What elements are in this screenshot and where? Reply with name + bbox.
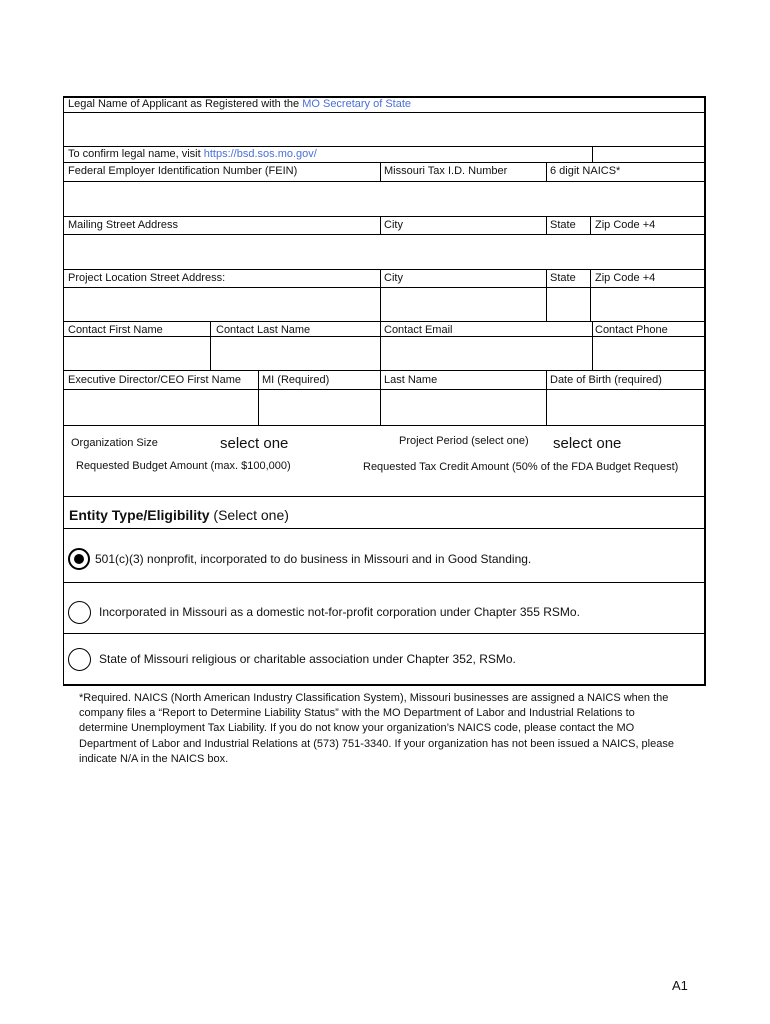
divider xyxy=(63,496,706,497)
naics-label: 6 digit NAICS* xyxy=(550,165,621,177)
contact-first-input[interactable] xyxy=(65,338,209,369)
divider xyxy=(258,370,259,425)
naics-footnote: *Required. NAICS (North American Industry Classification System), Missouri businesses are assigned a NAICS when the company files a “Report to Determine Liability Status” with the MO Department of Labor and Industrial Relations to determine Unemployment Tax Liability. If you do not know your organization’s NAICS code, please contact the MO Department of Labor and Industrial Relations at (573) 751-3340. If your organization has not been issued a NAICS, please indicate N/A in the NAICS box. xyxy=(79,692,674,765)
contact-phone-input[interactable] xyxy=(594,338,703,369)
project-city-input[interactable] xyxy=(382,289,544,320)
tax-credit-label: Requested Tax Credit Amount (50% of the FDA Budget Request) xyxy=(363,461,679,473)
sos-link[interactable]: MO Secretary of State xyxy=(302,98,412,110)
mailing-address-input[interactable] xyxy=(65,236,703,268)
entity-option-chapter355-label: Incorporated in Missouri as a domestic not-for-profit corporation under Chapter 355 RSMo. xyxy=(99,605,580,619)
fein-label: Federal Employer Identification Number (FEIN) xyxy=(68,165,298,177)
divider xyxy=(210,321,211,370)
divider xyxy=(592,321,593,370)
divider xyxy=(546,269,547,321)
form-right-border xyxy=(704,96,706,686)
entity-option-chapter355-radio[interactable] xyxy=(68,601,91,624)
project-zip-label: Zip Code +4 xyxy=(595,272,656,284)
exec-dob-input[interactable] xyxy=(548,391,703,424)
divider xyxy=(63,321,706,322)
divider xyxy=(63,528,706,529)
divider xyxy=(63,389,706,390)
form-bottom-border xyxy=(63,684,706,686)
contact-email-input[interactable] xyxy=(382,338,591,369)
divider xyxy=(546,370,547,425)
project-street-input[interactable] xyxy=(65,289,378,320)
divider xyxy=(63,633,706,634)
divider xyxy=(63,370,706,371)
divider xyxy=(380,162,381,181)
contact-first-label: Contact First Name xyxy=(68,324,163,336)
naics-input[interactable] xyxy=(548,183,703,215)
divider xyxy=(63,269,706,270)
exec-mi-input[interactable] xyxy=(260,391,379,424)
divider xyxy=(592,146,593,162)
divider xyxy=(63,216,706,217)
divider xyxy=(380,216,381,234)
entity-section-title: Entity Type/Eligibility (Select one) xyxy=(69,507,289,523)
page-label: A1 xyxy=(672,978,688,993)
entity-option-chapter352-radio[interactable] xyxy=(68,648,91,671)
project-state-input[interactable] xyxy=(548,289,589,320)
mailing-zip-label: Zip Code +4 xyxy=(595,219,656,231)
org-size-select[interactable]: select one xyxy=(220,435,289,452)
bsd-sos-link[interactable]: https://bsd.sos.mo.gov/ xyxy=(203,148,317,160)
divider xyxy=(63,112,706,113)
divider xyxy=(590,216,591,234)
divider xyxy=(63,287,706,288)
project-state-label: State xyxy=(550,272,576,284)
divider xyxy=(63,234,706,235)
project-street-label: Project Location Street Address: xyxy=(68,272,226,284)
org-size-label: Organization Size xyxy=(71,437,158,449)
project-period-select[interactable]: select one xyxy=(553,435,622,452)
exec-first-label: Executive Director/CEO First Name xyxy=(68,374,241,386)
fein-input[interactable] xyxy=(65,183,378,215)
divider xyxy=(63,425,706,426)
contact-last-input[interactable] xyxy=(212,338,379,369)
entity-option-501c3-radio[interactable] xyxy=(68,548,90,570)
contact-phone-label: Contact Phone xyxy=(595,324,668,336)
divider xyxy=(63,162,706,163)
exec-first-input[interactable] xyxy=(65,391,257,424)
tax-id-label: Missouri Tax I.D. Number xyxy=(384,165,508,177)
legal-name-input[interactable] xyxy=(65,114,703,145)
legal-name-label: Legal Name of Applicant as Registered with the MO Secretary of State xyxy=(68,98,412,110)
form-left-border xyxy=(63,96,64,686)
confirm-legal-name-text: To confirm legal name, visit https://bsd.sos.mo.gov/ xyxy=(68,148,317,160)
divider xyxy=(380,269,381,321)
mailing-state-label: State xyxy=(550,219,576,231)
divider xyxy=(380,370,381,425)
exec-last-input[interactable] xyxy=(382,391,545,424)
exec-last-label: Last Name xyxy=(384,374,438,386)
budget-amount-label: Requested Budget Amount (max. $100,000) xyxy=(76,460,291,472)
contact-email-label: Contact Email xyxy=(384,324,453,336)
budget-amount-input[interactable] xyxy=(65,476,361,495)
exec-mi-label: MI (Required) xyxy=(262,374,330,386)
divider xyxy=(63,582,706,583)
divider xyxy=(63,146,706,147)
divider xyxy=(590,269,591,321)
tax-credit-input[interactable] xyxy=(363,476,703,495)
project-zip-input[interactable] xyxy=(592,289,703,320)
divider xyxy=(63,336,706,337)
project-period-label: Project Period (select one) xyxy=(399,435,529,447)
mailing-city-label: City xyxy=(384,219,403,231)
entity-option-chapter352-label: State of Missouri religious or charitable association under Chapter 352, RSMo. xyxy=(99,652,516,666)
exec-dob-label: Date of Birth (required) xyxy=(550,374,662,386)
divider xyxy=(380,321,381,370)
project-city-label: City xyxy=(384,272,403,284)
divider xyxy=(546,162,547,181)
divider xyxy=(546,216,547,234)
entity-option-501c3-label: 501(c)(3) nonprofit, incorporated to do business in Missouri and in Good Standing. xyxy=(95,552,532,566)
contact-last-label: Contact Last Name xyxy=(216,324,311,336)
mailing-street-label: Mailing Street Address xyxy=(68,219,179,231)
tax-id-input[interactable] xyxy=(382,183,544,215)
divider xyxy=(63,181,706,182)
